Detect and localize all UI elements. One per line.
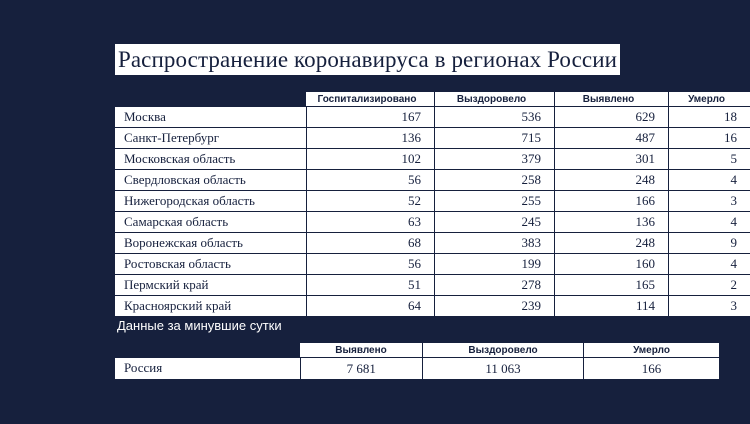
cell-recovered: 383: [435, 233, 555, 254]
column-header-hospitalized: Госпитализировано: [306, 92, 435, 107]
page-title: Распространение коронавируса в регионах России: [115, 44, 620, 75]
cell-died: 18: [669, 107, 750, 128]
daily-header-row: [115, 343, 719, 358]
cell-died: 3: [669, 296, 750, 317]
cell-died: 2: [669, 275, 750, 296]
cell-detected: 136: [555, 212, 669, 233]
cell-detected: 166: [555, 191, 669, 212]
cell-detected: 165: [555, 275, 669, 296]
cell-died: 4: [669, 212, 750, 233]
cell-died: 4: [669, 170, 750, 191]
table-row: [115, 254, 750, 275]
daily-cell-region: Россия: [115, 358, 300, 380]
daily-column-header-detected: Выявлено: [300, 343, 423, 358]
cell-died: 4: [669, 254, 750, 275]
cell-detected: 301: [555, 149, 669, 170]
cell-recovered: 199: [435, 254, 555, 275]
cell-hospitalized: 64: [306, 296, 435, 317]
daily-cell-detected: 7 681: [300, 358, 423, 380]
daily-cell-recovered: 11 063: [423, 358, 584, 380]
cell-hospitalized: 56: [306, 170, 435, 191]
column-header-region: [115, 92, 306, 107]
cell-hospitalized: 52: [306, 191, 435, 212]
cell-detected: 248: [555, 170, 669, 191]
cell-recovered: 258: [435, 170, 555, 191]
cell-died: 16: [669, 128, 750, 149]
table-row: [115, 170, 750, 191]
table-row: [115, 128, 750, 149]
column-header-died: Умерло: [669, 92, 750, 107]
cell-region: Ростовская область: [115, 254, 306, 275]
cell-hospitalized: 167: [306, 107, 435, 128]
daily-summary-table: [115, 343, 719, 379]
cell-region: Воронежская область: [115, 233, 306, 254]
cell-recovered: 239: [435, 296, 555, 317]
table-row: [115, 296, 750, 317]
daily-column-header-died: Умерло: [584, 343, 720, 358]
cell-region: Самарская область: [115, 212, 306, 233]
cell-hospitalized: 102: [306, 149, 435, 170]
column-header-recovered: Выздоровело: [435, 92, 555, 107]
daily-column-header-recovered: Выздоровело: [423, 343, 584, 358]
daily-section-title: Данные за минувшие сутки: [117, 318, 282, 333]
cell-hospitalized: 68: [306, 233, 435, 254]
cell-hospitalized: 63: [306, 212, 435, 233]
cell-region: Пермский край: [115, 275, 306, 296]
regions-table: [115, 92, 750, 316]
cell-hospitalized: 51: [306, 275, 435, 296]
cell-hospitalized: 56: [306, 254, 435, 275]
cell-region: Санкт-Петербург: [115, 128, 306, 149]
cell-recovered: 379: [435, 149, 555, 170]
cell-hospitalized: 136: [306, 128, 435, 149]
cell-recovered: 715: [435, 128, 555, 149]
table-row: [115, 107, 750, 128]
table-row: [115, 191, 750, 212]
cell-region: Московская область: [115, 149, 306, 170]
cell-detected: 160: [555, 254, 669, 275]
table-row: [115, 212, 750, 233]
cell-died: 5: [669, 149, 750, 170]
cell-region: Красноярский край: [115, 296, 306, 317]
cell-detected: 629: [555, 107, 669, 128]
cell-died: 3: [669, 191, 750, 212]
table-row: [115, 149, 750, 170]
cell-recovered: 536: [435, 107, 555, 128]
cell-region: Москва: [115, 107, 306, 128]
cell-recovered: 245: [435, 212, 555, 233]
cell-region: Свердловская область: [115, 170, 306, 191]
cell-detected: 487: [555, 128, 669, 149]
daily-row: [115, 358, 719, 380]
daily-column-header-region: [115, 343, 300, 358]
table-header-row: [115, 92, 750, 107]
cell-detected: 248: [555, 233, 669, 254]
column-header-detected: Выявлено: [555, 92, 669, 107]
table-row: [115, 233, 750, 254]
cell-died: 9: [669, 233, 750, 254]
cell-region: Нижегородская область: [115, 191, 306, 212]
cell-recovered: 255: [435, 191, 555, 212]
daily-cell-died: 166: [584, 358, 720, 380]
cell-detected: 114: [555, 296, 669, 317]
table-row: [115, 275, 750, 296]
cell-recovered: 278: [435, 275, 555, 296]
